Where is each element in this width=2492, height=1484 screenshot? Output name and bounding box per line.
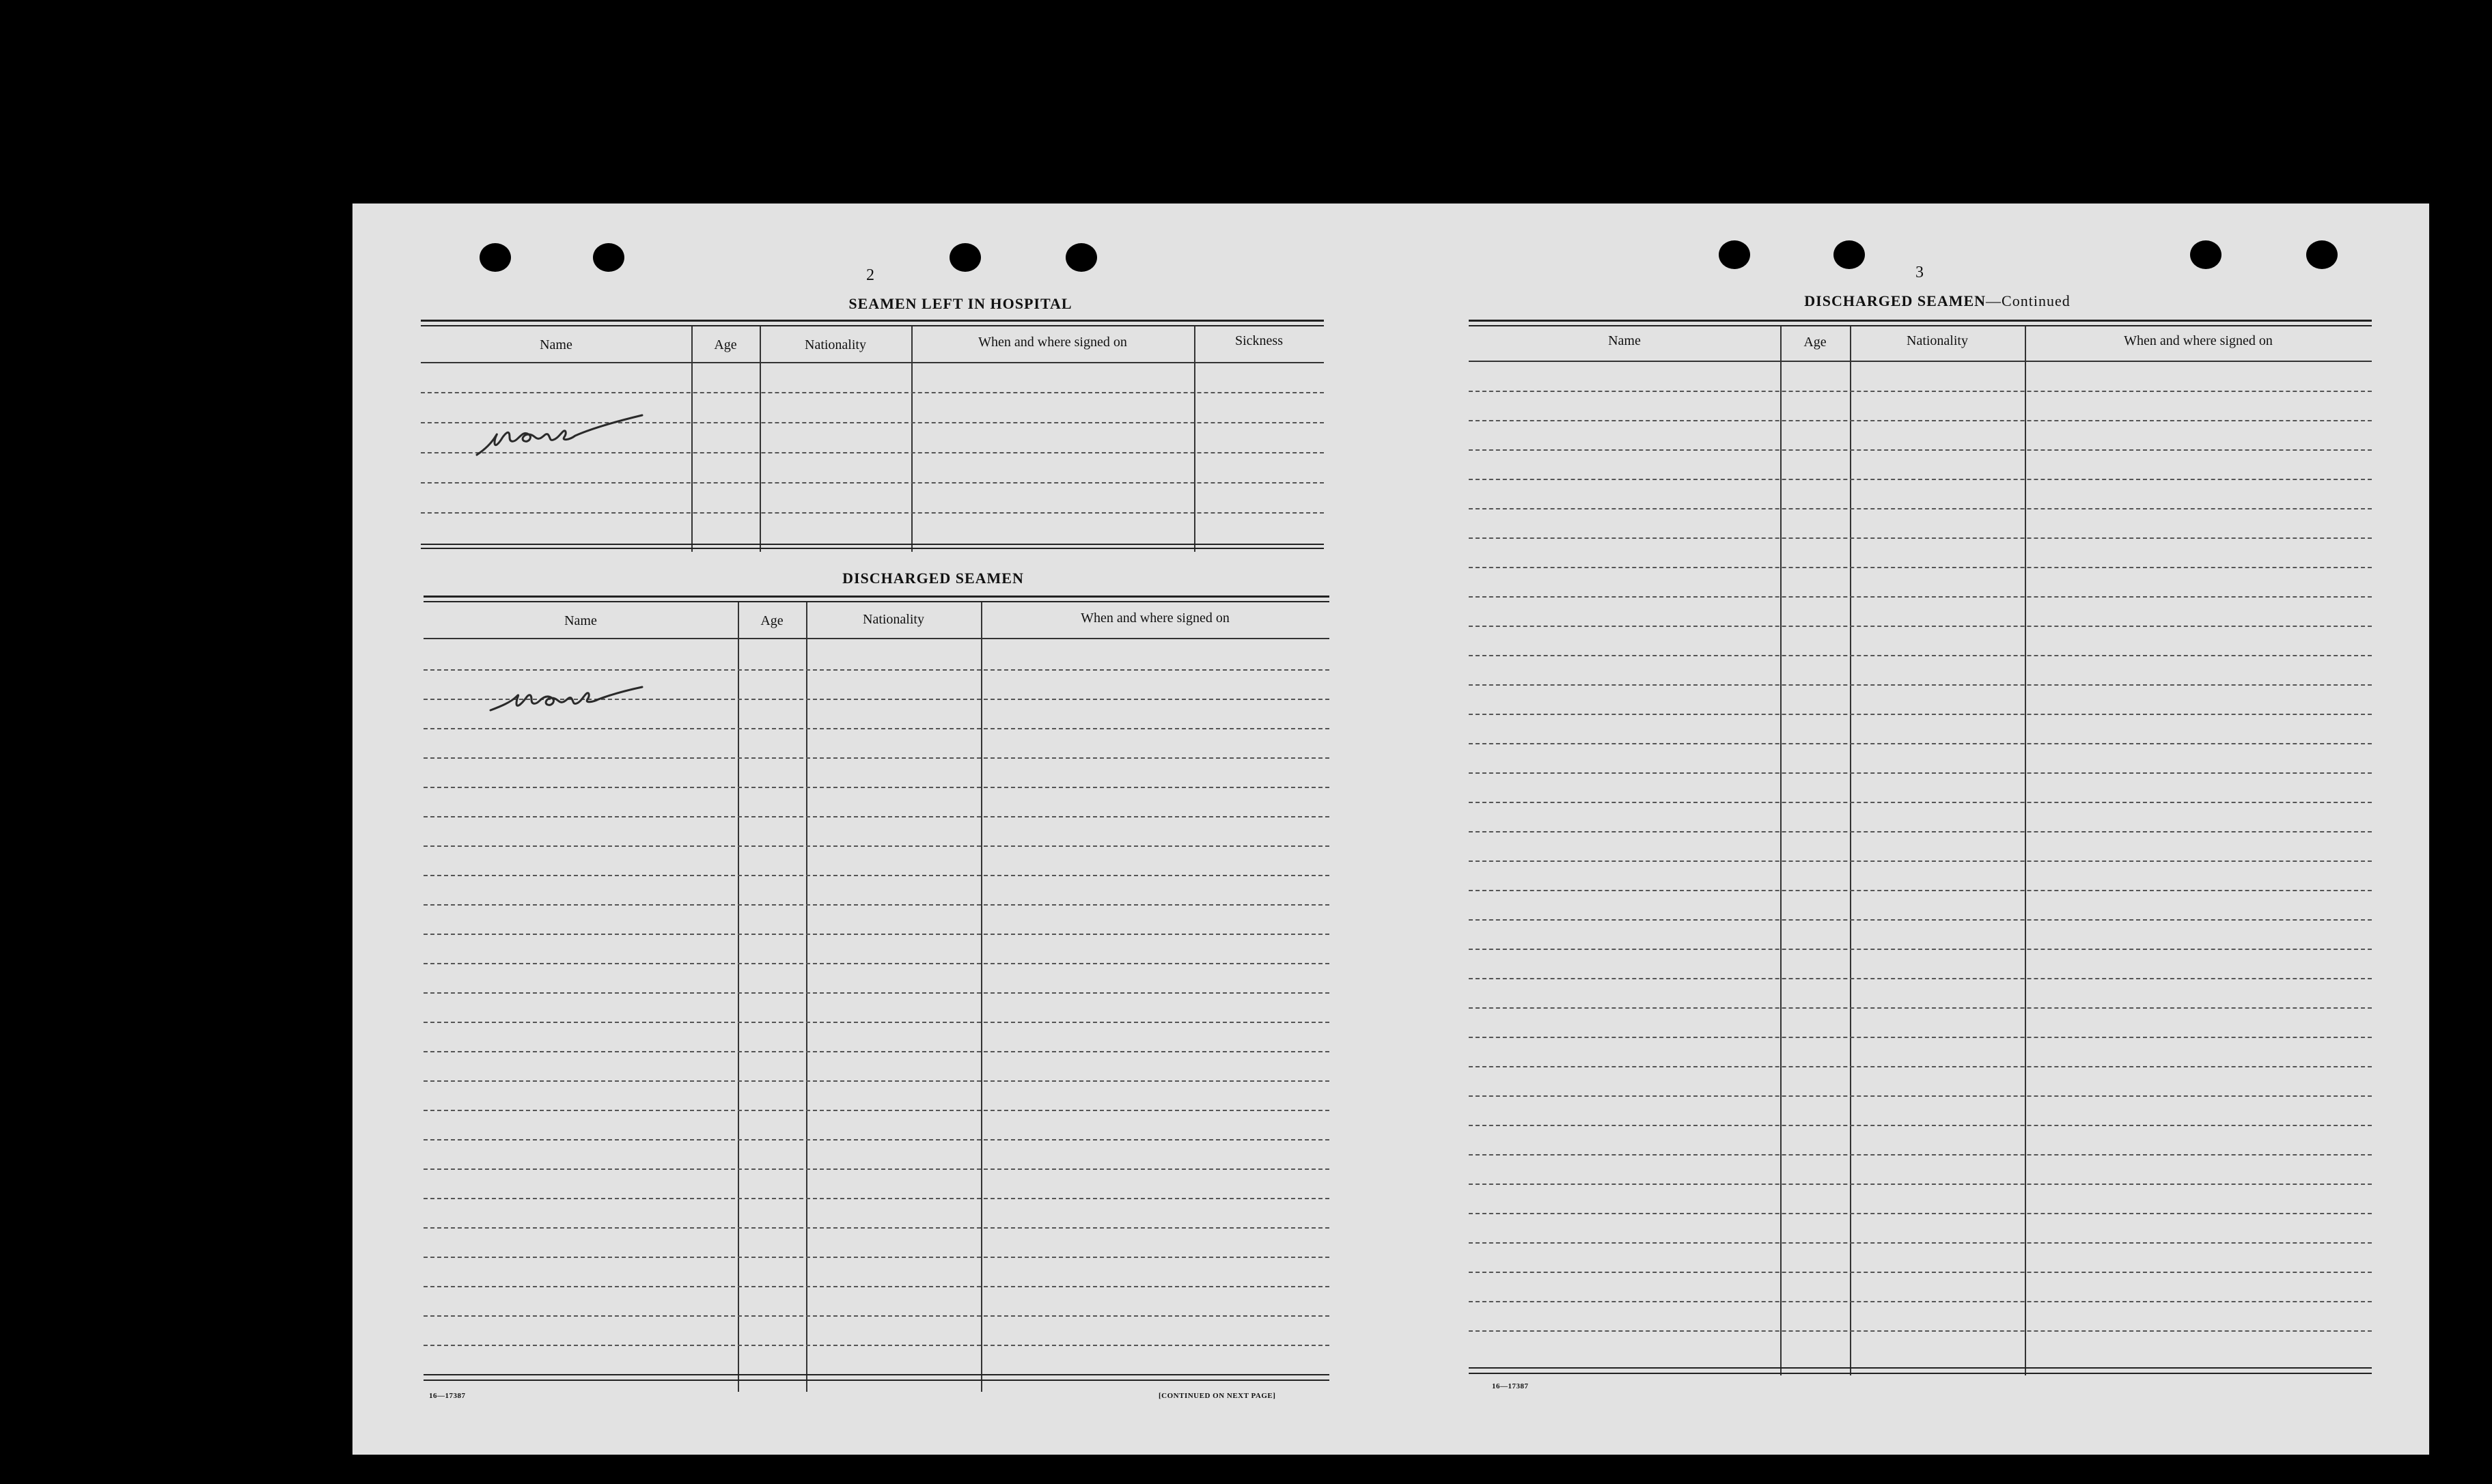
punch-hole [2190, 240, 2221, 269]
column-header: Nationality [1907, 333, 1968, 348]
column-header: Name [564, 613, 597, 628]
column-header: Sickness [1235, 333, 1283, 348]
title-continued: —Continued [1986, 292, 2071, 309]
hospital-section-title: SEAMEN LEFT IN HOSPITAL [848, 295, 1072, 312]
punch-hole [1833, 240, 1865, 269]
form-sheet [352, 204, 2429, 1455]
column-header: Name [540, 337, 572, 352]
column-header: Name [1608, 333, 1641, 348]
handwritten-none-signature [471, 402, 676, 463]
punch-hole [1066, 243, 1097, 272]
column-header: Age [714, 337, 737, 352]
handwritten-none-signature [486, 672, 671, 720]
punch-hole [480, 243, 511, 272]
column-header: When and where signed on [1081, 611, 1230, 626]
page-number-right: 3 [1915, 264, 1924, 281]
column-header: When and where signed on [978, 335, 1127, 350]
form-number-right: 16—17387 [1492, 1382, 1529, 1390]
title-main: DISCHARGED SEAMEN [1804, 292, 1986, 309]
column-header: When and where signed on [2124, 333, 2273, 348]
continued-note: [CONTINUED ON NEXT PAGE] [1159, 1392, 1276, 1400]
punch-hole [1719, 240, 1750, 269]
page-number-left: 2 [866, 266, 874, 284]
punch-hole [2306, 240, 2338, 269]
punch-hole [593, 243, 624, 272]
column-header: Age [1803, 335, 1827, 350]
form-number-left: 16—17387 [429, 1392, 466, 1400]
discharged-section-title: DISCHARGED SEAMEN [842, 570, 1024, 587]
column-header: Nationality [805, 337, 866, 352]
column-header: Age [760, 613, 784, 628]
column-header: Nationality [863, 612, 924, 627]
punch-hole [950, 243, 981, 272]
discharged-table-right [1469, 320, 2372, 1375]
discharged-continued-title [1691, 292, 2183, 310]
